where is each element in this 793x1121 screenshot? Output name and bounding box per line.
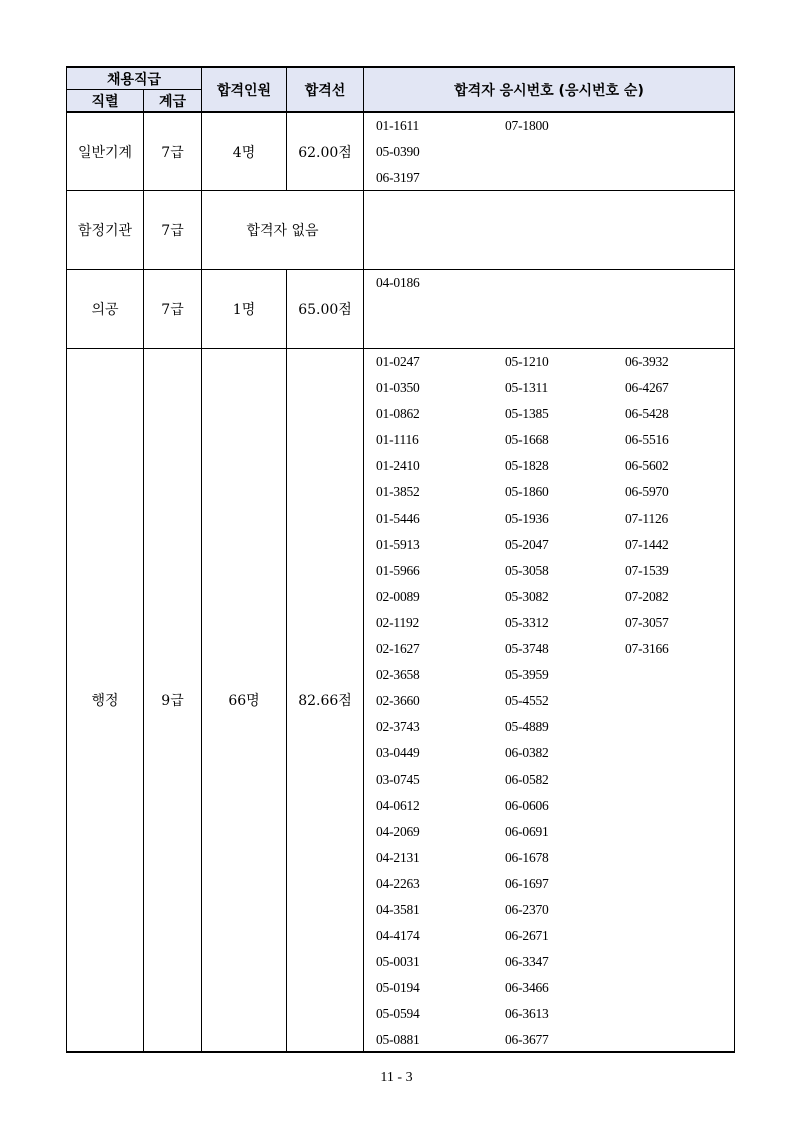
number-column [505, 118, 549, 144]
exam-number: 04-0186 [376, 275, 420, 290]
exam-number: 05-3748 [505, 641, 549, 657]
header-count: 합격인원 [216, 82, 272, 99]
header-cutoff: 합격선 [304, 82, 346, 99]
exam-number: 07-2082 [625, 588, 669, 604]
exam-number: 05-2047 [505, 536, 549, 552]
exam-number: 06-3197 [376, 170, 420, 186]
exam-number: 05-1828 [505, 458, 549, 474]
exam-number: 06-3677 [505, 1032, 549, 1048]
exam-number: 03-0449 [376, 745, 420, 761]
table-header [67, 68, 734, 113]
cell-grade: 7급 [161, 144, 184, 161]
exam-number: 05-1311 [505, 380, 549, 396]
exam-number: 05-0031 [376, 954, 420, 970]
exam-number: 01-0350 [376, 380, 420, 396]
exam-number: 06-5516 [625, 432, 669, 448]
exam-number: 02-0089 [376, 588, 420, 604]
exam-number: 02-3743 [376, 719, 420, 735]
exam-number: 01-1611 [376, 118, 420, 133]
exam-number: 07-1126 [625, 510, 669, 526]
exam-number: 06-0691 [505, 823, 549, 839]
exam-number: 07-3166 [625, 641, 669, 657]
exam-number: 04-4174 [376, 928, 420, 944]
exam-number: 04-0612 [376, 797, 420, 813]
exam-number: 01-5966 [376, 562, 420, 578]
exam-number: 01-0862 [376, 406, 420, 422]
exam-number: 01-5446 [376, 510, 420, 526]
exam-number: 05-4552 [505, 693, 549, 709]
exam-number: 06-5428 [625, 406, 669, 422]
exam-number: 05-3959 [505, 667, 549, 683]
exam-number: 05-0594 [376, 1006, 420, 1022]
exam-number: 07-3057 [625, 614, 669, 630]
cell-series: 함정기관 [77, 223, 133, 239]
exam-number: 05-0390 [376, 144, 420, 160]
exam-number: 04-3581 [376, 901, 420, 917]
cell-grade: 7급 [161, 302, 184, 318]
table-row [67, 349, 734, 1051]
exam-number: 06-2370 [505, 901, 549, 917]
cell-cutoff: 62.00점 [298, 144, 352, 161]
exam-number: 06-2671 [505, 928, 549, 944]
exam-number: 02-1627 [376, 641, 420, 657]
exam-number: 06-0582 [505, 771, 549, 787]
exam-number: 05-4889 [505, 719, 549, 735]
number-column [625, 354, 669, 667]
exam-number: 06-0606 [505, 797, 549, 813]
exam-number: 01-2410 [376, 458, 420, 474]
cell-series: 의공 [91, 302, 119, 318]
exam-number: 06-0382 [505, 745, 549, 761]
cell-series: 행정 [91, 693, 119, 709]
exam-number: 01-5913 [376, 536, 420, 552]
exam-number: 06-1678 [505, 849, 549, 865]
exam-number: 05-1860 [505, 484, 549, 500]
exam-number: 02-3658 [376, 667, 420, 683]
exam-number: 06-1697 [505, 875, 549, 891]
exam-number: 06-3347 [505, 954, 549, 970]
exam-number: 04-2263 [376, 875, 420, 891]
exam-number: 05-0881 [376, 1032, 420, 1048]
exam-number: 01-0247 [376, 354, 420, 369]
cell-no-pass: 합격자 없음 [246, 223, 319, 239]
exam-number: 05-3082 [505, 588, 549, 604]
header-series: 직렬 [91, 93, 119, 110]
exam-number: 01-3852 [376, 484, 420, 500]
exam-number: 02-1192 [376, 614, 420, 630]
cell-count: 4명 [232, 144, 256, 161]
exam-number: 05-3058 [505, 562, 549, 578]
number-column [376, 275, 420, 301]
table-row [67, 113, 734, 191]
exam-number: 06-3613 [505, 1006, 549, 1022]
exam-number: 06-5970 [625, 484, 669, 500]
exam-number: 07-1800 [505, 118, 549, 133]
exam-number: 05-1210 [505, 354, 549, 369]
exam-number: 05-0194 [376, 980, 420, 996]
cell-cutoff: 82.66점 [298, 693, 352, 709]
cell-cutoff: 65.00점 [298, 302, 352, 318]
number-column [376, 354, 420, 1059]
cell-count: 66명 [228, 693, 260, 709]
exam-number: 06-3466 [505, 980, 549, 996]
number-column [505, 354, 549, 1059]
exam-number: 06-5602 [625, 458, 669, 474]
exam-number: 05-1668 [505, 432, 549, 448]
table-row [67, 270, 734, 349]
exam-number: 06-3932 [625, 354, 669, 369]
number-column [376, 118, 420, 196]
exam-number: 01-1116 [376, 432, 419, 448]
exam-number: 05-3312 [505, 614, 549, 630]
header-group-label: 채용직급 [106, 71, 162, 88]
exam-number: 04-2069 [376, 823, 420, 839]
page-number: 11 - 3 [380, 1070, 413, 1085]
exam-number: 03-0745 [376, 771, 420, 787]
cell-count: 1명 [232, 302, 256, 318]
cell-series: 일반기계 [77, 144, 133, 161]
header-numbers: 합격자 응시번호 (응시번호 순) [454, 82, 644, 99]
exam-number: 05-1385 [505, 406, 549, 422]
results-table [66, 66, 735, 1053]
cell-grade: 9급 [161, 693, 184, 709]
cell-grade: 7급 [161, 223, 184, 239]
table-row [67, 191, 734, 270]
exam-number: 02-3660 [376, 693, 420, 709]
exam-number: 04-2131 [376, 849, 420, 865]
header-grade: 계급 [158, 93, 187, 110]
exam-number: 06-4267 [625, 380, 669, 396]
exam-number: 05-1936 [505, 510, 549, 526]
exam-number: 07-1442 [625, 536, 669, 552]
exam-number: 07-1539 [625, 562, 669, 578]
